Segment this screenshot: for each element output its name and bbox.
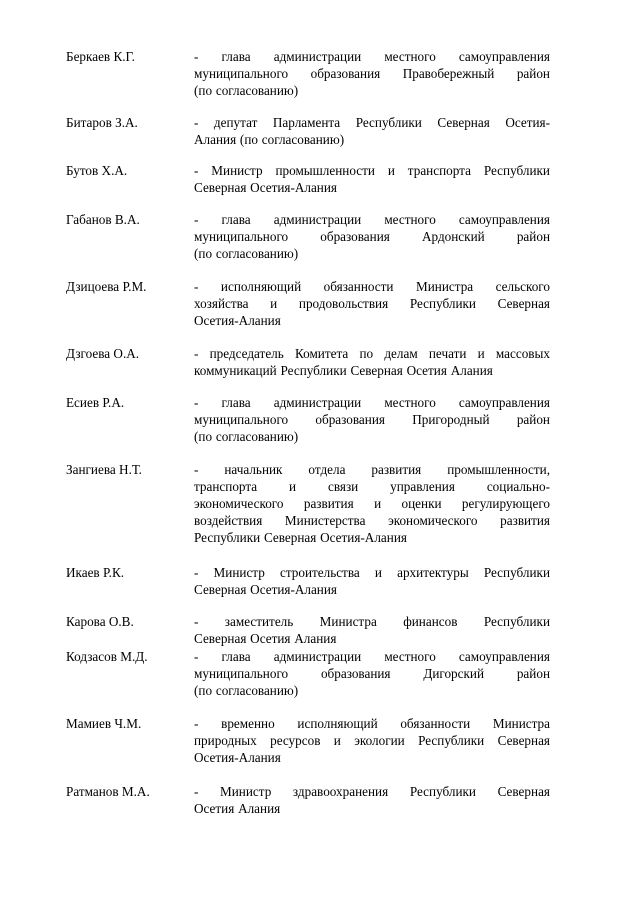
member-description: [194, 162, 550, 196]
member-description: [194, 114, 550, 148]
description-line: - Министр здравоохранения Республики Северная: [194, 784, 550, 799]
member-description: [194, 461, 550, 546]
member-name: Ратманов М.А.: [66, 784, 150, 799]
description-line: коммуникаций Республики Северная Осетия Алания: [194, 363, 493, 378]
member-name: Габанов В.А.: [66, 212, 140, 227]
description-line: - глава администрации местного самоуправления: [194, 395, 550, 410]
member-name: Дзгоева О.А.: [66, 346, 140, 361]
member-description: [194, 613, 550, 647]
member-description: [194, 278, 550, 329]
member-name: Икаев Р.К.: [66, 565, 125, 580]
description-line: муниципального образования Ардонский район: [194, 229, 550, 244]
description-line: транспорта и связи управления социально-: [194, 479, 550, 494]
description-line: муниципального образования Дигорский район: [194, 666, 550, 681]
member-name: Мамиев Ч.М.: [66, 716, 142, 731]
description-line: муниципального образования Пригородный район: [194, 412, 550, 427]
description-line: Алания (по согласованию): [194, 132, 345, 147]
member-description: [194, 715, 550, 766]
member-name: Беркаев К.Г.: [66, 49, 135, 64]
description-line: Северная Осетия Алания: [194, 631, 337, 646]
description-line: Северная Осетия-Алания: [194, 180, 337, 195]
description-line: - глава администрации местного самоуправления: [194, 212, 550, 227]
description-line: - заместитель Министра финансов Республики: [194, 614, 550, 629]
description-line: - председатель Комитета по делам печати и массовых: [194, 346, 550, 361]
description-line: муниципального образования Правобережный район: [194, 66, 550, 81]
description-line: - временно исполняющий обязанности Министра: [194, 716, 550, 731]
member-name: Зангиева Н.Т.: [66, 462, 142, 477]
description-line: - начальник отдела развития промышленности,: [194, 462, 550, 477]
description-line: (по согласованию): [194, 683, 299, 698]
description-line: - депутат Парламента Республики Северная Осетия-: [194, 115, 550, 130]
description-line: - исполняющий обязанности Министра сельского: [194, 279, 550, 294]
description-line: (по согласованию): [194, 429, 299, 444]
member-name: Есиев Р.А.: [66, 395, 125, 410]
member-name: Кодзасов М.Д.: [66, 649, 148, 664]
member-name: Битаров З.А.: [66, 115, 138, 130]
member-description: [194, 48, 550, 99]
description-line: Республики Северная Осетия-Алания: [194, 530, 407, 545]
member-description: [194, 394, 550, 445]
member-description: [194, 211, 550, 262]
description-line: хозяйства и продовольствия Республики Северная: [194, 296, 550, 311]
member-description: [194, 648, 550, 699]
description-line: Осетия-Алания: [194, 750, 281, 765]
description-line: - глава администрации местного самоуправления: [194, 649, 550, 664]
description-line: Осетия Алания: [194, 801, 281, 816]
description-line: воздействия Министерства экономического развития: [194, 513, 550, 528]
member-description: [194, 783, 550, 817]
description-line: Осетия-Алания: [194, 313, 281, 328]
member-name: Дзицоева Р.М.: [66, 279, 147, 294]
description-line: - глава администрации местного самоуправления: [194, 49, 550, 64]
member-name: Карова О.В.: [66, 614, 134, 629]
description-line: (по согласованию): [194, 246, 299, 261]
description-line: - Министр строительства и архитектуры Республики: [194, 565, 550, 580]
description-line: природных ресурсов и экологии Республики Северная: [194, 733, 550, 748]
description-line: - Министр промышленности и транспорта Республики: [194, 163, 550, 178]
description-line: Северная Осетия-Алания: [194, 582, 337, 597]
member-description: [194, 564, 550, 598]
member-name: Бутов Х.А.: [66, 163, 128, 178]
description-line: (по согласованию): [194, 83, 299, 98]
member-description: [194, 345, 550, 379]
description-line: экономического развития и оценки регулирующего: [194, 496, 550, 511]
